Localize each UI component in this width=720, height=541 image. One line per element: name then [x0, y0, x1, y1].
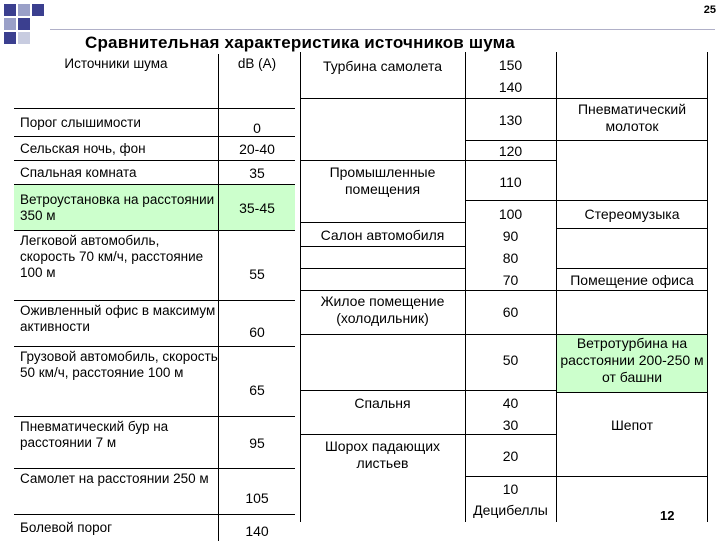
- table-row: [14, 160, 295, 185]
- page-number: 25: [703, 4, 716, 16]
- table-row: [14, 184, 295, 231]
- row-line: [556, 140, 707, 141]
- row-line: [556, 392, 707, 393]
- deco-square: [32, 4, 44, 16]
- scale-value: 80: [502, 250, 519, 266]
- scale-label-right: Пневматический молоток: [577, 101, 687, 134]
- scale-label-left: Жилое помещение (холодильник): [320, 293, 445, 326]
- header-source: Источники шума: [14, 54, 219, 108]
- scale-label-right: Помещение офиса: [570, 272, 694, 288]
- source-db: 140: [245, 523, 269, 539]
- source-name: Порог слышимости: [14, 109, 219, 137]
- deco-square: [4, 18, 16, 30]
- row-line: [465, 476, 556, 477]
- slide-number: 12: [660, 508, 675, 523]
- source-db: 95: [249, 435, 265, 451]
- scale-unit: Децибеллы: [473, 502, 548, 518]
- table-header-row: [14, 54, 295, 108]
- row-line: [556, 476, 707, 477]
- scale-value: 10: [502, 481, 519, 497]
- scale-value: 100: [498, 206, 523, 222]
- deco-square: [18, 18, 30, 30]
- table-row: [14, 514, 295, 541]
- scale-value: 110: [499, 174, 522, 190]
- deco-square: [4, 32, 16, 44]
- scale-label-right: Шепот: [610, 417, 654, 433]
- table-row: [14, 468, 295, 515]
- table-row: [14, 108, 295, 137]
- scale-label-right: Стереомузыка: [584, 206, 680, 222]
- row-line: [300, 98, 465, 99]
- source-db: 35-45: [219, 185, 295, 231]
- scale-label-left: Салон автомобиля: [320, 227, 445, 243]
- scale-value: 30: [502, 417, 519, 433]
- col-border: [300, 52, 301, 522]
- deco-square: [18, 4, 30, 16]
- header-divider: [50, 29, 715, 30]
- source-name: Оживленный офис в максимум активности: [14, 301, 219, 347]
- table-row: [14, 230, 295, 301]
- deco-square: [18, 32, 30, 44]
- deco-square: [4, 4, 16, 16]
- row-line: [465, 200, 556, 201]
- row-line: [300, 334, 465, 335]
- source-db: 65: [249, 382, 265, 398]
- row-line: [465, 98, 556, 99]
- row-line: [300, 290, 465, 291]
- source-db: 55: [249, 266, 265, 282]
- source-db: 0: [253, 120, 261, 136]
- source-name: Самолет на расстоянии 250 м: [14, 469, 219, 515]
- row-line: [465, 140, 556, 141]
- scale-value: 70: [502, 272, 519, 288]
- scale-value: 50: [502, 352, 519, 368]
- col-border: [707, 52, 708, 522]
- source-name: Сельская ночь, фон: [14, 137, 219, 161]
- row-line: [300, 160, 465, 161]
- source-name: Ветроустановка на расстоянии 350 м: [14, 185, 219, 231]
- table-row: [14, 136, 295, 161]
- source-name: Болевой порог: [14, 515, 219, 541]
- header-db: dB (A): [237, 56, 277, 71]
- table-row: [14, 346, 295, 417]
- row-line: [465, 160, 556, 161]
- row-line: [300, 390, 465, 391]
- col-border: [465, 52, 466, 522]
- scale-value: 150: [498, 57, 523, 73]
- scale-label-left: Спальня: [354, 395, 411, 411]
- row-line: [556, 268, 707, 269]
- noise-sources-table: [14, 54, 295, 540]
- scale-label-right: Ветротурбина на расстоянии 200-250 м от башни: [560, 335, 704, 385]
- row-line: [556, 228, 707, 229]
- row-line: [556, 98, 707, 99]
- row-line: [465, 290, 556, 291]
- table-row: [14, 416, 295, 469]
- row-line: [300, 268, 465, 269]
- source-name: Спальная комната: [14, 161, 219, 185]
- scale-value: 130: [498, 112, 523, 128]
- scale-value: 40: [502, 395, 519, 411]
- source-db: 35: [249, 165, 265, 181]
- row-line: [300, 246, 465, 247]
- scale-label-left: Промышленные помещения: [329, 164, 436, 197]
- col-border: [556, 52, 557, 522]
- row-line: [465, 390, 556, 391]
- scale-value: 90: [502, 228, 519, 244]
- table-row: [14, 300, 295, 347]
- row-line: [300, 434, 465, 435]
- source-name: Легковой автомобиль, скорость 70 км/ч, расстояние 100 м: [14, 231, 219, 301]
- source-name: Грузовой автомобиль, скорость 50 км/ч, расстояние 100 м: [14, 347, 219, 417]
- scale-value: 120: [498, 143, 523, 159]
- scale-value: 140: [498, 79, 523, 95]
- page-title: Сравнительная характеристика источников шума: [85, 33, 515, 52]
- row-line: [300, 222, 465, 223]
- row-line: [556, 290, 707, 291]
- row-line: [556, 200, 707, 201]
- scale-value: 20: [502, 448, 519, 464]
- scale-label-left: Шорох падающих листьев: [324, 438, 441, 471]
- source-db: 60: [249, 324, 265, 340]
- row-line: [465, 334, 556, 335]
- scale-label-left: Турбина самолета: [322, 58, 443, 74]
- scale-value: 60: [502, 304, 519, 320]
- row-line: [465, 434, 556, 435]
- source-name: Пневматический бур на расстоянии 7 м: [14, 417, 219, 469]
- source-db: 20-40: [239, 141, 275, 157]
- source-db: 105: [245, 490, 269, 506]
